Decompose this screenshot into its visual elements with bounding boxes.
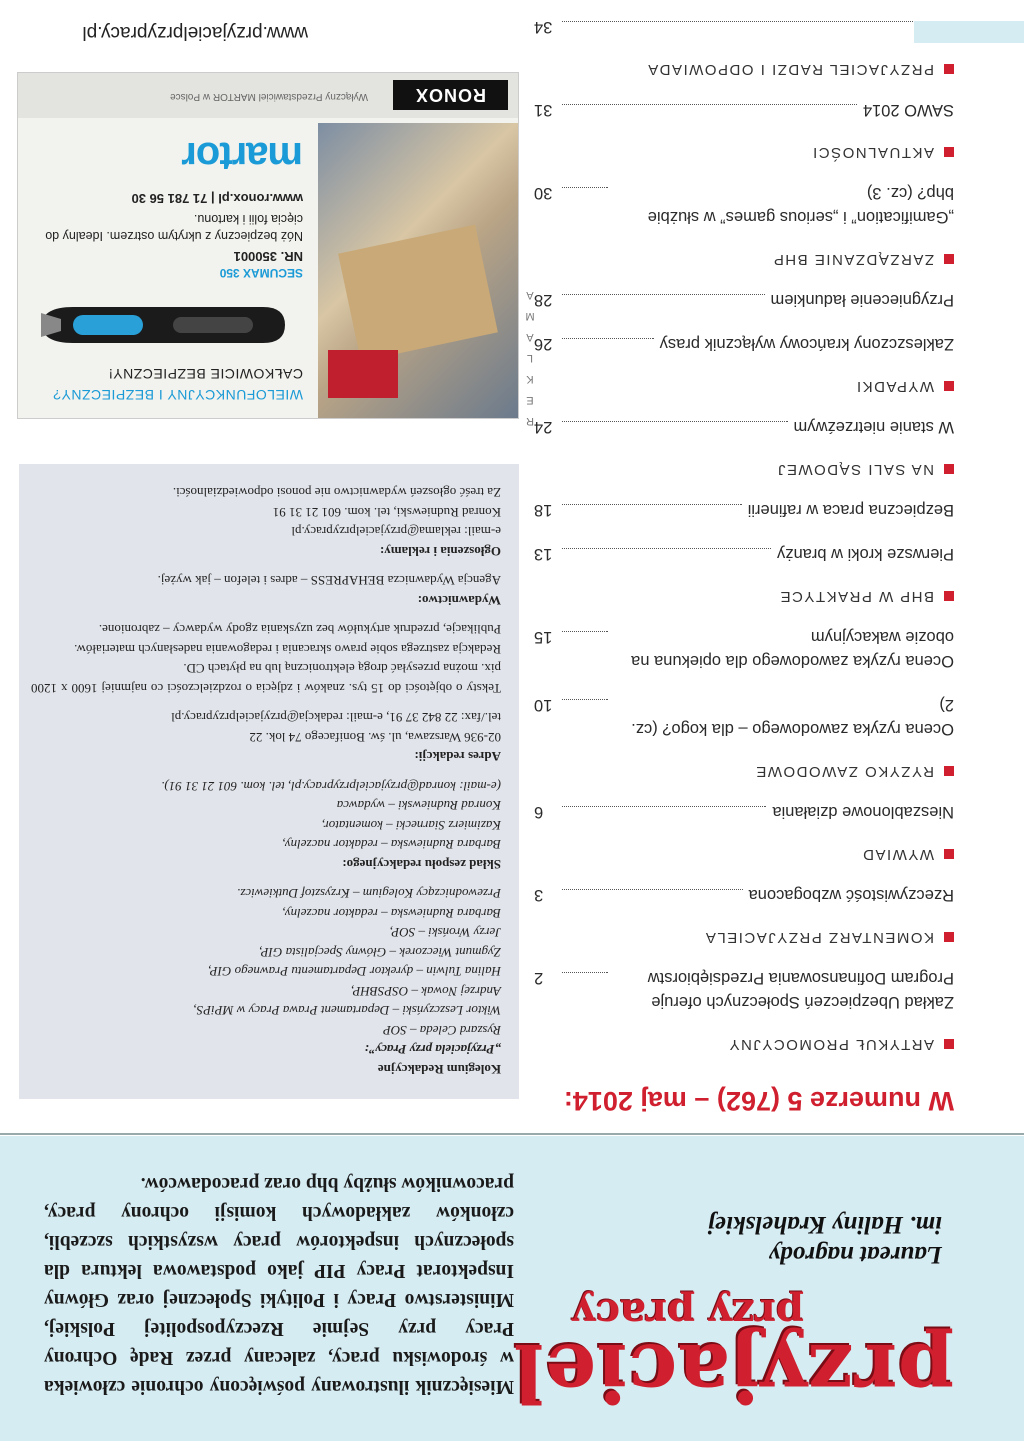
toc-entry[interactable] (534, 542, 954, 566)
kolegium-member: Wiktor Leszczyński – Departament Prawa Pracy w MPiPS, (193, 1003, 501, 1019)
notes-list (31, 620, 501, 698)
toc-entry-page: 30 (534, 184, 553, 202)
kolegium-member: Barbara Rudniewska – redaktor naczelny, (282, 906, 501, 921)
toc-section (534, 15, 954, 78)
toc-section-heading (534, 378, 954, 395)
toc-entry-title: Pierwsze kroki w branży (777, 545, 954, 563)
toc-section-title: ARTYKUŁ PROMOCYJNY (728, 1036, 934, 1053)
corner-tab (914, 21, 1024, 43)
reklamy-line: Konrad Rudniewski, tel. kom. 601 21 31 91 (272, 505, 501, 520)
toc-entry[interactable] (534, 415, 954, 439)
sklad-member: Konrad Rudniewski – wydawca (336, 798, 501, 814)
toc-entry-page: 15 (534, 628, 553, 646)
toc-leader-dots (562, 889, 743, 890)
toc-section (534, 800, 954, 863)
martor-logo: martor (182, 134, 303, 178)
toc-entry[interactable] (534, 498, 954, 522)
square-bullet-icon (944, 382, 954, 392)
toc-leader-dots (562, 806, 766, 807)
toc-section-heading (534, 144, 954, 161)
toc-entry[interactable] (534, 693, 954, 741)
toc-leader-dots (562, 21, 948, 22)
reklamy-label: Ogłoszenia i reklamy: (379, 544, 501, 559)
toc-leader-dots (562, 972, 608, 973)
toc-section-title: WYWIAD (861, 846, 934, 863)
editorial-note: Teksty o objętości do 15 tys. znaków i zdjęcia o rozdzielczości co najmniej 1600 x 1200 pix. można przesyłać drogą elektroniczną lub na płytach CD. (31, 661, 501, 696)
toc-entry-page: 10 (534, 696, 553, 714)
wydawnictwo-label: Wydawnictwo: (417, 593, 501, 608)
logo-sub: przy pracy (572, 1290, 804, 1337)
toc-section-heading (534, 588, 954, 605)
toc-section (534, 966, 954, 1053)
kolegium-member: Jerzy Wroński – SOP, (389, 925, 501, 941)
ad-photo (318, 123, 518, 418)
divider (0, 1133, 1024, 1135)
toc-section (534, 288, 954, 395)
toc-entry-page: 18 (534, 501, 553, 519)
toc-leader-dots (562, 631, 608, 632)
kolegium-member: Przewodniczący Kolegium – Krzysztof Dutkiewicz. (237, 886, 501, 902)
toc-entry-title: Zakleszczony krańcowy wyłącznik prasy (659, 335, 954, 353)
toc-entry-page: 13 (534, 545, 553, 563)
square-bullet-icon (944, 767, 954, 777)
toc-section (534, 98, 954, 161)
website-url[interactable]: www.przyjacielprzypracy.pl (82, 22, 308, 43)
editorial-content (31, 483, 501, 1079)
kolegium-member: Andrzej Nowak – OSPSBHP, (351, 984, 501, 999)
kolegium-label: Kolegium Redakcyjne (377, 1062, 501, 1077)
toc-section-heading (534, 846, 954, 863)
ad-exclusive-note: Wyłączny Przedstawiciel MARTOR w Polsce (170, 91, 368, 102)
toc-entry-page: 24 (534, 418, 553, 436)
toc-section (534, 498, 954, 605)
toc-entry-title: Bezpieczna praca w rafinerii (747, 501, 954, 519)
ad-headline-2: CAŁKOWICIE BEZPIECZNY! (108, 366, 303, 382)
toc-entry[interactable] (534, 883, 954, 907)
award-line1: Laureat nagrody (769, 1241, 942, 1268)
safety-knife-icon (33, 297, 293, 353)
toc-section-heading (534, 251, 954, 268)
ad-headline-1: WIELOFUNKCYJNY I BEZPIECZNY? (52, 387, 303, 403)
toc-entry-title: „Gamification” i „serious games” w służbie bhp? (cz. 3) (647, 184, 954, 226)
toc-section-title: KOMENTARZ PRZYJACIELA (704, 929, 934, 946)
toc-leader-dots (562, 421, 788, 422)
editorial-note: Publikacje, przedruk artykułów bez uzyskania zgody wydawcy – zabronione. (98, 622, 501, 638)
adres-label: Adres redakcji: (414, 749, 501, 765)
reklama-label: REKLAMA (524, 280, 536, 427)
toc-leader-dots (562, 699, 608, 700)
toc-entry[interactable] (534, 800, 954, 824)
toc-section-heading (534, 1036, 954, 1053)
toc-entry-title: SAWO 2014 (862, 101, 954, 119)
wydawnictwo-text: Agencja Wydawnicza BEHAPRESS – adres i telefon – jak wyżej. (157, 573, 501, 589)
toc-section-title: WYPADKI (855, 378, 934, 395)
reklamy-line: Za treść ogłoszeń wydawnictwo nie ponosi odpowiedzialności. (172, 485, 501, 501)
ad-model: SECUMAX 350 (219, 266, 303, 280)
toc-section-title: ZARZĄDZANIE BHP (772, 251, 934, 268)
square-bullet-icon (944, 65, 954, 75)
toc-section-title: RYZYKO ZAWODOWE (754, 763, 934, 780)
toc-entry[interactable] (534, 332, 954, 356)
sklad-member: Kazimierz Siarnecki – komentator, (321, 818, 501, 833)
ronox-logo: RONOX (393, 80, 508, 110)
toc-entry-page: 28 (534, 291, 553, 309)
toc-entry[interactable] (534, 625, 954, 673)
kolegium-member: Halina Tulwin – dyrektor Departamentu Prawnego GIP, (208, 964, 501, 980)
square-bullet-icon (944, 933, 954, 943)
reklamy-line: e-mail: reklama@przyjacielprzypracy.pl (291, 524, 501, 540)
square-bullet-icon (944, 465, 954, 475)
toc-leader-dots (562, 338, 654, 339)
editorial-box (19, 464, 519, 1099)
toc-entry-page: 2 (534, 969, 544, 987)
adres-line: 02-936 Warszawa, ul. św. Bonifacego 74 lok. 22 (249, 730, 501, 745)
table-of-contents (534, 0, 954, 1116)
toc-entry-title: Nieszablonowe działania (772, 803, 954, 821)
toc-entry-title: Rzeczywistość wzbogacona (748, 886, 954, 904)
square-bullet-icon (944, 255, 954, 265)
toc-entry-title: Zakład Ubezpieczeń Społecznych oferuje Program Dofinansowania Przedsiębiorstw (647, 969, 954, 1011)
toc-entry-page: 34 (534, 18, 553, 36)
toc-leader-dots (562, 548, 771, 549)
toc-entry[interactable] (534, 288, 954, 312)
sklad-member: Barbara Rudniewska – redaktor naczelny, (282, 837, 501, 853)
square-bullet-icon (944, 592, 954, 602)
advertisement[interactable] (17, 72, 519, 419)
toc-entry-title: Ocena ryzyka zawodowego – dla kogo? (cz. 2) (631, 696, 954, 738)
ad-footer (18, 73, 518, 118)
kolegium-pub: „Przyjaciela przy Pracy”: (364, 1042, 501, 1058)
toc-section-heading (534, 61, 954, 78)
mission-statement: Miesięcznik ilustrowany poświęcony ochronie człowieka w środowisku pracy, zalecany przez Radę Ochrony Pracy przy Sejmie Rzeczypospolitej Polskiej, Ministerstwo Pracy i Polityki Społecznej oraz Główny Inspektorat Pracy PIP jako podstawowa lektura dla społecznych inspektorów pracy wszystkich szczebli, członków zakładowych komisji ochrony pracy, pracowników służby bhp oraz pracodawców. (44, 1173, 514, 1397)
sklad-member: (e-mail: konrad@przyjacielprzypracy.pl, tel. kom. 601 21 31 91). (161, 779, 501, 794)
editorial-note: Redakcja zastrzega sobie prawo skracania i redagowania nadesłanych materiałów. (74, 642, 501, 657)
toc-section (534, 415, 954, 478)
toc-leader-dots (562, 294, 765, 295)
toc-section-heading (534, 461, 954, 478)
cardboard-box-image (338, 225, 498, 362)
ad-nr: NR. 350001 (233, 249, 303, 264)
toc-entry-page: 3 (534, 886, 544, 904)
toc-leader-dots (562, 104, 857, 105)
award (682, 1209, 942, 1269)
kolegium-list (31, 884, 501, 1040)
adres-list (31, 708, 501, 747)
sklad-list (31, 777, 501, 855)
toc-leader-dots (562, 504, 742, 505)
square-bullet-icon (944, 148, 954, 158)
toc-entry-title: Ocena ryzyka zawodowego dla opiekuna na obozie wakacyjnym (631, 628, 954, 670)
award-line2: im. Haliny Krahelskiej (707, 1211, 942, 1238)
toc-entry[interactable] (534, 181, 954, 229)
toc-entry[interactable] (534, 15, 954, 39)
toc-leader-dots (562, 187, 608, 188)
sklad-label: Skład zespołu redakcyjnego: (342, 857, 501, 872)
logo (512, 1290, 954, 1420)
toc-section-title: PRZYJACIEL RADZI I ODPOWIADA (646, 61, 934, 78)
toc-entry-title: Przygniecenie ładunkiem (770, 291, 954, 309)
toc-entry-page: 26 (534, 335, 553, 353)
ad-website[interactable]: www.ronox.pl | 71 781 56 30 (131, 191, 303, 206)
toc-entry-title: W stanie nietrzeźwym (793, 418, 954, 436)
toc-entry-page: 31 (534, 101, 553, 119)
ad-description: Nóż bezpieczny z ukrytym ostrzem. Idealny do cięcia folii i kartonu. (45, 212, 303, 243)
kolegium-member: Ryszard Celeda – SOP (382, 1023, 501, 1038)
toc-section-title: NA SALI SĄDOWEJ (776, 461, 934, 478)
kolegium-member: Zygmunt Wieczorek – Główny Specjalista GIP, (259, 945, 501, 960)
logo-main: przyjaciel (512, 1326, 954, 1420)
square-bullet-icon (944, 850, 954, 860)
toc-entry-page: 6 (534, 803, 544, 821)
toc-section-heading (534, 763, 954, 780)
adres-line: tel./fax: 22 842 37 91, e-mail: redakcja@przyjacielprzypracy.pl (171, 710, 501, 726)
toc-section-heading (534, 929, 954, 946)
toc-title: W numerze 5 (762) – maj 2014: (563, 1086, 954, 1116)
toc-section (534, 883, 954, 946)
toc-sections (534, 15, 954, 1053)
toc-section-title: BHP W PRAKTYCE (779, 588, 934, 605)
masthead (0, 1136, 1024, 1441)
reklamy-list (31, 483, 501, 542)
toc-section-title: AKTUALNOŚCI (811, 144, 934, 161)
square-bullet-icon (944, 1040, 954, 1050)
toc-section (534, 181, 954, 268)
ad-photo-badge (328, 350, 398, 398)
toc-entry[interactable] (534, 98, 954, 122)
toc-entry[interactable] (534, 966, 954, 1014)
toc-section (534, 625, 954, 780)
